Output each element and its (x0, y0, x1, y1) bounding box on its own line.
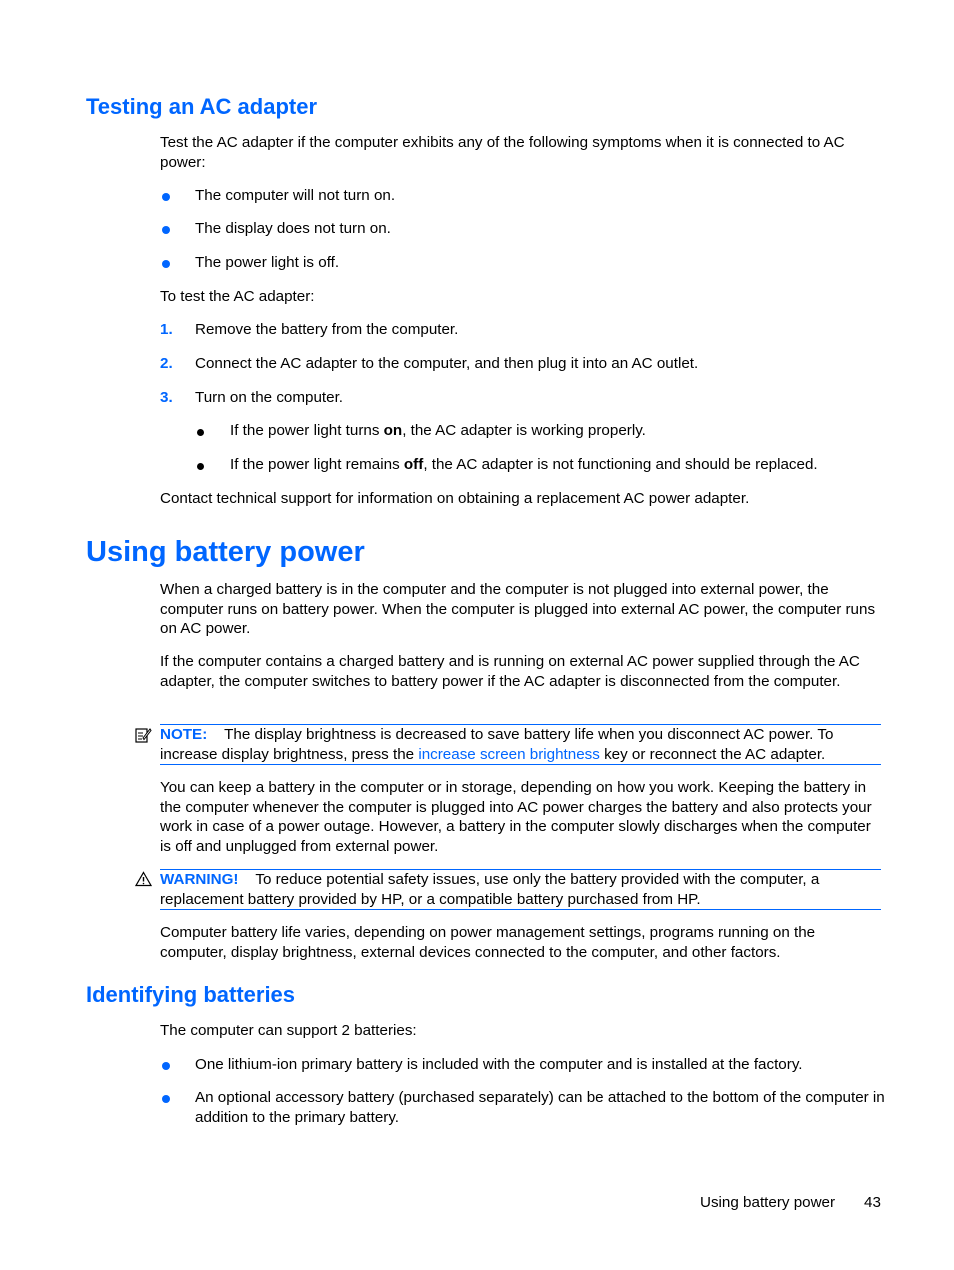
paragraph-steps-intro: To test the AC adapter: (160, 288, 315, 305)
bullet-icon (162, 193, 170, 201)
warning-text: To reduce potential safety issues, use only the battery provided with the computer, a replacement battery provided by HP, or a compatible battery purchased from HP. (160, 871, 820, 908)
sub-list-item (230, 421, 890, 441)
bullet-icon (162, 226, 170, 234)
bullet-icon (197, 463, 204, 470)
note-block (160, 725, 885, 764)
sub-item-bold: on (383, 422, 403, 439)
list-item: One lithium-ion primary battery is included with the computer and is installed at the factory. (195, 1056, 803, 1073)
paragraph-3: You can keep a battery in the computer or in storage, depending on how you work. Keeping the battery in the computer whenever the computer is plugged into AC power charges the battery and also protects your work in case of a power outage. However, a battery in the computer slowly discharges when the computer is off and unplugged from external power. (160, 779, 872, 855)
sub-item-text: , the AC adapter is not functioning and should be replaced. (423, 456, 818, 473)
note-pencil-icon (134, 726, 152, 744)
increase-brightness-link[interactable]: increase screen brightness (418, 745, 600, 763)
list-item: The computer will not turn on. (195, 187, 396, 204)
paragraph-2: If the computer contains a charged battery and is running on external AC power supplied through the AC adapter, the computer switches to battery power if the AC adapter is disconnected from the computer. (160, 653, 860, 690)
paragraph-batteries-intro: The computer can support 2 batteries: (160, 1022, 417, 1039)
sub-item-bold: off (403, 456, 424, 473)
warning-triangle-icon (135, 871, 152, 887)
step-number: 3. (160, 389, 173, 406)
footer-section-title: Using battery power (700, 1194, 836, 1211)
note-text: key or reconnect the AC adapter. (599, 745, 826, 763)
step-text: Connect the AC adapter to the computer, and then plug it into an AC outlet. (195, 355, 699, 372)
list-item: An optional accessory battery (purchased separately) can be attached to the bottom of the computer in addition to the primary battery. (195, 1089, 885, 1126)
paragraph-1: When a charged battery is in the computer and the computer is not plugged into external power, the computer runs on battery power. When the computer is plugged into external AC power, the computer runs on AC power. (160, 581, 876, 638)
sub-item-text: , the AC adapter is working properly. (402, 422, 646, 439)
list-item: The power light is off. (195, 254, 340, 271)
paragraph-intro: Test the AC adapter if the computer exhibits any of the following symptoms when it is connected to AC power: (160, 134, 845, 171)
bullet-icon (197, 429, 204, 436)
warning-block (160, 870, 885, 909)
step-number: 1. (160, 321, 173, 338)
paragraph-4: Computer battery life varies, depending on power management settings, programs running on the computer, display brightness, external devices connected to the computer, and other factors. (160, 924, 816, 961)
bullet-icon (162, 1095, 170, 1103)
bullet-icon (162, 260, 170, 268)
sub-item-text: If the power light remains (230, 456, 404, 473)
note-label: NOTE: (160, 726, 208, 743)
warning-bottom-rule (160, 909, 881, 910)
heading-testing-ac-adapter: Testing an AC adapter (86, 94, 318, 119)
sub-item-text: If the power light turns (230, 422, 384, 439)
note-bottom-rule (160, 764, 881, 765)
step-text: Remove the battery from the computer. (195, 321, 459, 338)
step-text: Turn on the computer. (195, 389, 344, 406)
paragraph-contact: Contact technical support for information on obtaining a replacement AC power adapter. (160, 490, 750, 507)
bullet-icon (162, 1062, 170, 1070)
list-item: The display does not turn on. (195, 220, 391, 237)
page-number: 43 (864, 1194, 881, 1211)
sub-list-item (230, 455, 890, 475)
heading-using-battery-power: Using battery power (86, 536, 365, 568)
warning-label: WARNING! (160, 871, 239, 888)
step-number: 2. (160, 355, 173, 372)
note-text: The display brightness is decreased to save battery life when you disconnect AC power. To increase display brightness, press the (160, 726, 834, 763)
heading-identifying-batteries: Identifying batteries (86, 982, 296, 1007)
